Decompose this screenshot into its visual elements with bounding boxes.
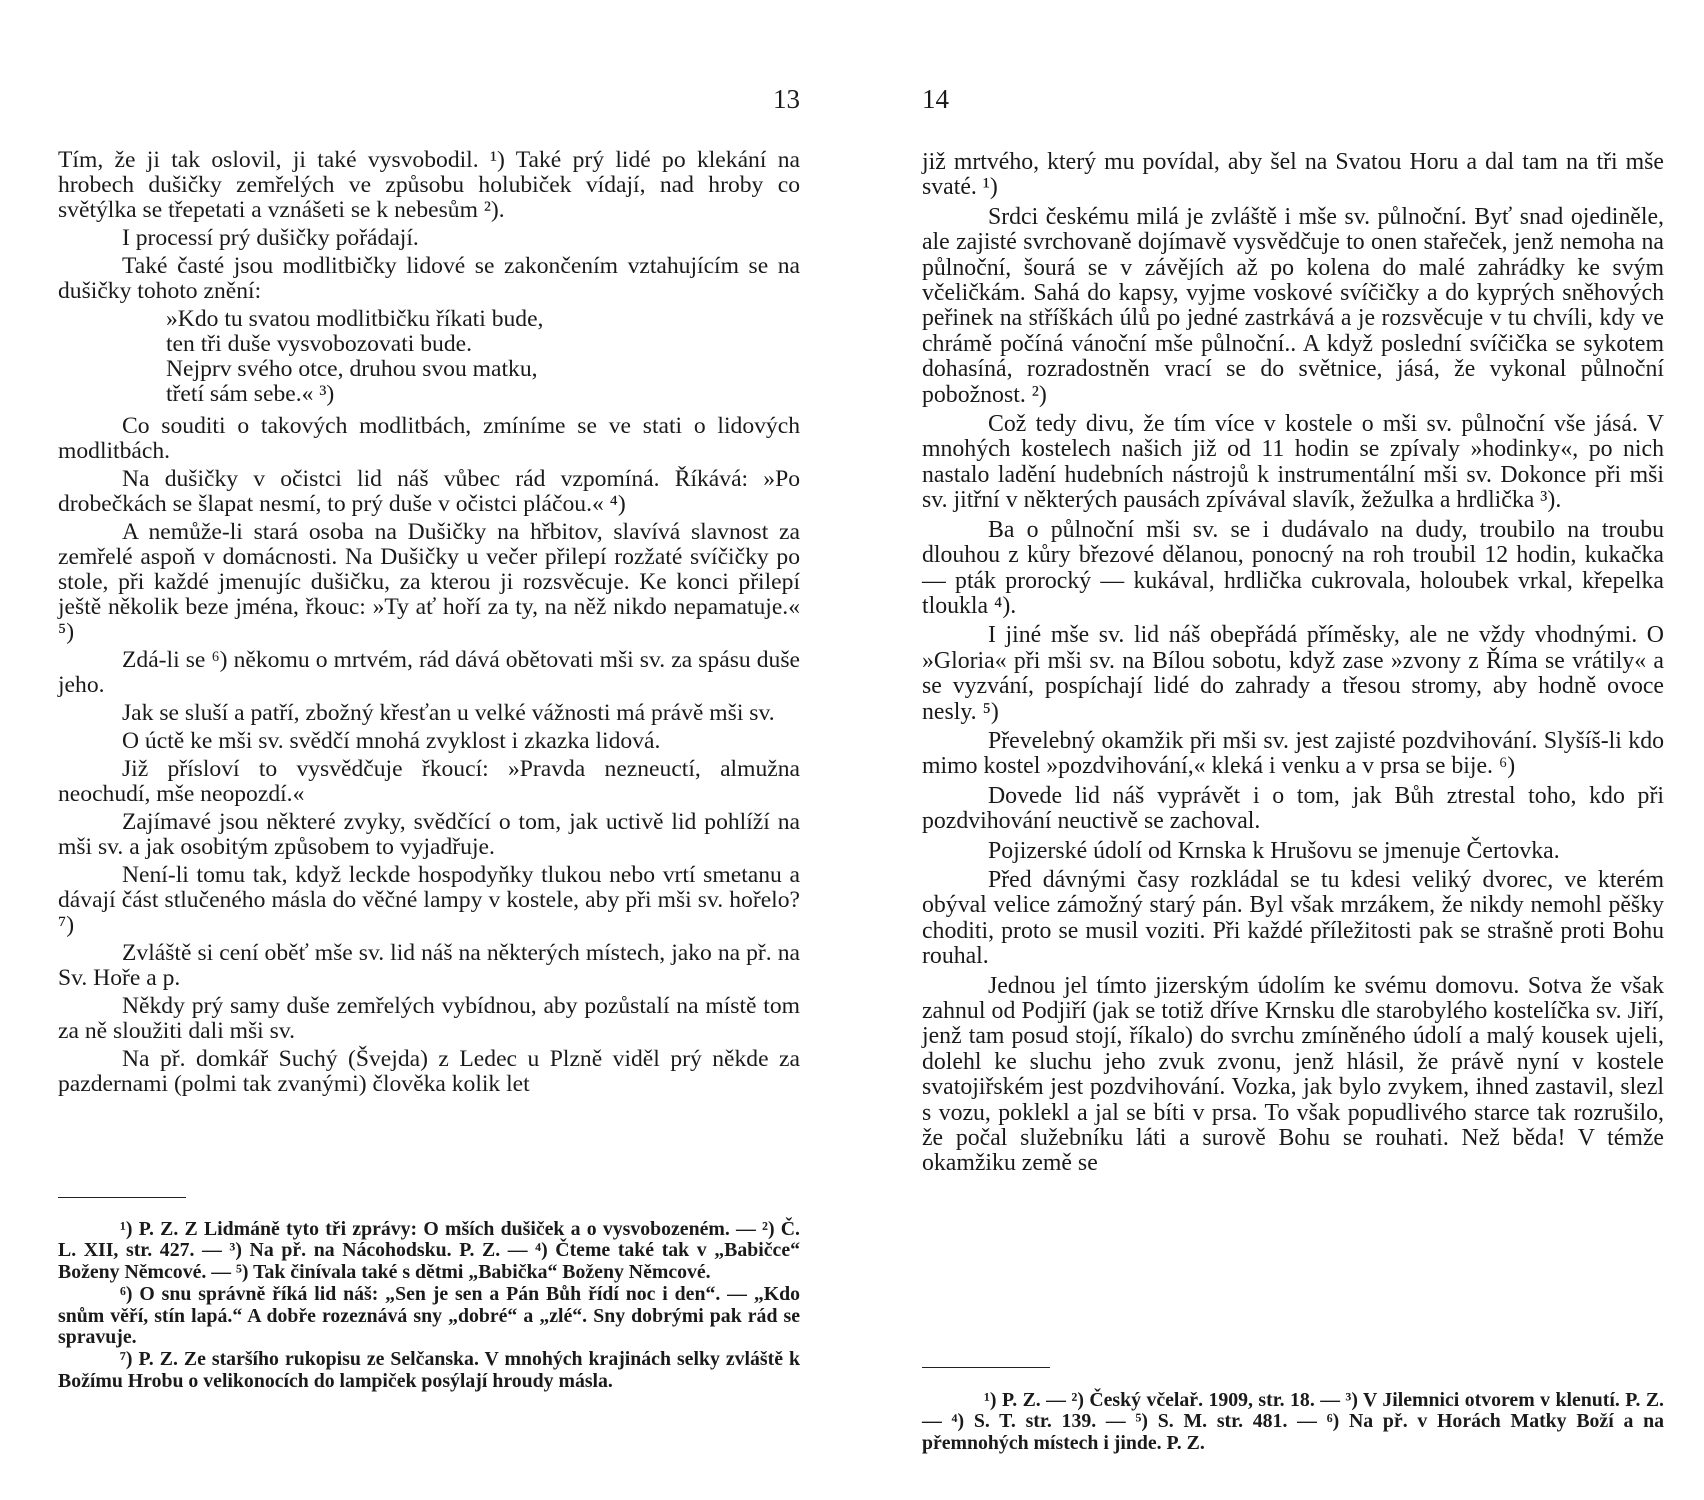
footnote: ⁷) P. Z. Ze staršího rukopisu ze Selčanska. V mnohých krajinách selky zvláště k Božímu Hrobu o velikonocích do lampiček posýlají hroudy másla.: [58, 1348, 800, 1392]
paragraph: Zdá-li se ⁶) někomu o mrtvém, rád dává obětovati mši sv. za spásu duše jeho.: [58, 647, 800, 698]
paragraph: Zajímavé jsou některé zvyky, svědčící o tom, jak uctivě lid pohlíží na mši sv. a jak osobitým způsobem to vyjadřuje.: [58, 809, 800, 860]
verse-line: Nejprv svého otce, druhou svou matku,: [166, 356, 538, 382]
paragraph: Někdy prý samy duše zemřelých vybídnou, aby pozůstalí na místě tom za ně sloužiti dali mši sv.: [58, 993, 800, 1044]
footnote-divider: [58, 1197, 186, 1198]
paragraph: Na př. domkář Suchý (Švejda) z Ledec u Plzně viděl prý někde za pazdernami (polmi tak zvanými) člověka kolik let: [58, 1046, 800, 1097]
paragraph: Jednou jel tímto jizerským údolím ke svému domovu. Sotva že však zahnul od Podjiří (jak se totiž dříve Krnsku dle starobylého kostelíčka sv. Jiří, jenž tam posud stojí, říkalo) do svrchu zmíněného údolí a malý kousek ujeli, dolehl ke sluchu jeho zvuk zvonu, jenž hlásil, že právě nyní v kostele svatojiřském jest pozdvihování. Vozka, jak bylo zvykem, ihned zastavil, slezl s vozu, poklekl a jal se bíti v prsa. To však popudlivého starce tak rozrušilo, že počal služebníku láti a surově Bohu se rouhati. Než běda! V témže okamžiku země se: [922, 972, 1664, 1177]
paragraph: Již přísloví to vysvědčuje řkoucí: »Pravda nezneuctí, almužna neochudí, mše neopozdí.«: [58, 756, 800, 807]
page-body: [922, 150, 1664, 1181]
page-number: 13: [773, 84, 800, 114]
paragraph: Jak se sluší a patří, zbožný křesťan u velké vážnosti má právě mši sv.: [122, 700, 775, 726]
paragraph: I processí prý dušičky pořádají.: [122, 225, 419, 251]
footnote: ⁶) O snu správně říká lid náš: „Sen je sen a Pán Bůh řídí noc i den“. — „Kdo snům věří, stín lapá.“ A dobře rozeznává sny „dobré“ a „zlé“. Sny dobrými pak rád se spravuje.: [58, 1283, 800, 1349]
paragraph: Pojizerské údolí od Krnska k Hrušovu se jmenuje Čertovka.: [988, 837, 1560, 864]
paragraph: O úctě ke mši sv. svědčí mnohá zvyklost i zkazka lidová.: [122, 728, 661, 754]
footnote: ¹) P. Z. — ²) Český včelař. 1909, str. 18. — ³) V Jilemnici otvorem v klenutí. P. Z. — ⁴) S. T. str. 139. — ⁵) S. M. str. 481. — ⁶) Na př. v Horách Matky Boží a na přemnohých místech i jinde. P. Z.: [922, 1389, 1664, 1454]
paragraph: Tím, že ji tak oslovil, ji také vysvobodil. ¹) Také prý lidé po klekání na hrobech dušičky zemřelých ve způsobu holubiček vídají, nad hroby co světýlka se třepetati a vznášeti se k nebesům ²).: [58, 147, 800, 223]
paragraph: Také časté jsou modlitbičky lidové se zakončením vztahujícím se na dušičky tohoto znění:: [58, 253, 800, 304]
footnotes: [58, 1219, 800, 1393]
paragraph: Převelebný okamžik při mši sv. jest zajisté pozdvihování. Slyšíš-li kdo mimo kostel »pozdvihování,« kleká i venku a v prsa se bije. ⁶): [922, 727, 1664, 780]
page-body: [58, 148, 800, 1100]
paragraph: Není-li tomu tak, když leckde hospodyňky tlukou nebo vrtí smetanu a dávají část stlučeného másla do věčné lampy v kostele, aby při mši sv. hořelo? ⁷): [58, 862, 800, 938]
paragraph: A nemůže-li stará osoba na Dušičky na hřbitov, slavívá slavnost za zemřelé aspoň v domácnosti. Na Dušičky u večer přilepí rozžaté svíčičky po stole, při každé jmenujíc dušičku, za kterou ji rozsvěcuje. Ke konci přilepí ještě několik beze jména, řkouc: »Ty ať hoří za ty, na něž nikdo nepamatuje.« ⁵): [58, 519, 800, 645]
footnote-divider: [922, 1367, 1050, 1368]
footnotes: [922, 1390, 1664, 1455]
prayer-verse: [166, 307, 800, 407]
verse-line: třetí sám sebe.« ³): [166, 381, 335, 407]
paragraph: Srdci českému milá je zvláště i mše sv. půlnoční. Byť snad ojediněle, ale zajisté svrchovaně dojímavě vysvědčuje to onen stařeček, jenž nemoha na půlnoční, šourá se v závějích až po kolena do malé zahrádky ke svým včeličkám. Sahá do kapsy, vyjme voskové svíčičky a do kyprých sněhových peřinek na stříškách úlů po jedné zastrkává a je rozsvěcuje v tu chvíli, kdy ve chrámě počíná vánoční mše půlnoční.. A když poslední svíčička se sykotem dohasíná, rozradostněn vrací se do světnice, jásá, že vykonal půlnoční pobožnost. ²): [922, 203, 1664, 408]
page-number: 14: [922, 84, 949, 114]
paragraph: již mrtvého, který mu povídal, aby šel na Svatou Horu a dal tam na tři mše svaté. ¹): [922, 149, 1664, 201]
paragraph: Na dušičky v očistci lid náš vůbec rád vzpomíná. Říkává: »Po drobečkách se šlapat nesmí, to prý duše v očistci pláčou.« ⁴): [58, 466, 800, 517]
paragraph: Zvláště si cení oběť mše sv. lid náš na některých místech, jako na př. na Sv. Hoře a p.: [58, 940, 800, 991]
verse-line: »Kdo tu svatou modlitbičku říkati bude,: [166, 306, 544, 332]
paragraph: Před dávnými časy rozkládal se tu kdesi veliký dvorec, ve kterém obýval velice zámožný starý pán. Byl však mrzákem, že nikdy nemohl pěšky choditi, proto se musil voziti. Při každé příležitosti pak se strašně proti Bohu rouhal.: [922, 866, 1664, 970]
paragraph: I jiné mše sv. lid náš obepřádá příměsky, ale ne vždy vhodnými. O »Gloria« při mši sv. na Bílou sobotu, když zase »zvony z Říma se vrátily« a se vyzvání, pospíchají lidé do zahrady a třesou stromy, aby hodně ovoce nesly. ⁵): [922, 622, 1664, 725]
paragraph: Dovede lid náš vyprávět i o tom, jak Bůh ztrestal toho, kdo při pozdvihování neuctivě se zachoval.: [922, 782, 1664, 835]
footnote: ¹) P. Z. Z Lidmáně tyto tři zprávy: O mších dušiček a o vysvobozeném. — ²) Č. L. XII, str. 427. — ³) Na př. na Nácohodsku. P. Z. — ⁴) Čteme také tak v „Babičce“ Boženy Němcové. — ⁵) Tak činívala také s dětmi „Babička“ Boženy Němcové.: [58, 1218, 800, 1283]
paragraph: Co souditi o takových modlitbách, zmíníme se ve stati o lidových modlitbách.: [58, 413, 800, 464]
verse-line: ten tři duše vysvobozovati bude.: [166, 331, 473, 357]
paragraph: Ba o půlnoční mši sv. se i dudávalo na dudy, troubilo na troubu dlouhou z kůry březové dělanou, ponocný na roh troubil 12 hodin, kukačka — pták prorocký — kukával, hrdlička cukrovala, holoubek vrkal, křepelka tloukla ⁴).: [922, 516, 1664, 619]
paragraph: Což tedy divu, že tím více v kostele o mši sv. půlnoční vše jásá. V mnohých kostelech našich již od 11 hodin se zpívaly »hodinky«, po nich nastalo ladění hudebních nástrojů k instrumentální mši sv. Dokonce při mši sv. jitřní v některých pausách zpívával slavík, žežulka a hrdlička ³).: [922, 411, 1664, 514]
